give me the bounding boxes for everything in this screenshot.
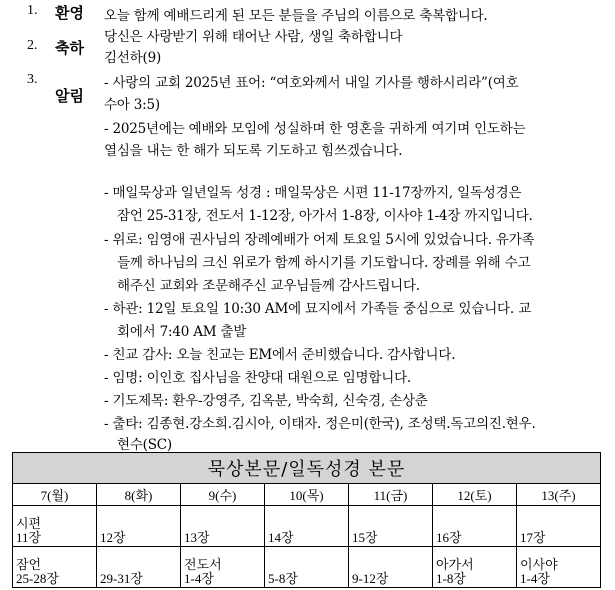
- section-number-3: 3.: [27, 72, 38, 87]
- notice-motto: - 사랑의 교회 2025년 표어: “여호와께서 내일 기사를 행하시리라”(여호: [104, 75, 519, 91]
- notice-prayer: - 기도제목: 환우-강영주, 김옥분, 박숙희, 신숙경, 손상춘: [104, 393, 428, 409]
- meditation-row: [13, 506, 601, 547]
- reading-cell: 전도서 1-4장: [181, 547, 265, 588]
- birthday-name: 김선하(9): [104, 50, 162, 66]
- notice-travel-cont: 현수(SC): [117, 437, 172, 453]
- reading-cell: 잠언 25-28장: [13, 547, 97, 588]
- day-header: 11(금): [349, 484, 433, 506]
- notice-condolence-cont1: 들께 하나님의 크신 위로가 함께 하시기를 기도합니다. 장례를 위해 수고: [117, 255, 531, 271]
- notice-motto-cont: 수아 3:5): [104, 97, 160, 113]
- day-header-row: [13, 484, 601, 506]
- day-header: 10(목): [265, 484, 349, 506]
- day-header: 8(화): [97, 484, 181, 506]
- schedule-title: 묵상본문/일독성경 본문: [13, 453, 601, 484]
- notice-goal-cont: 열심을 내는 한 해가 되도록 기도하고 힘쓰겠습니다.: [104, 143, 403, 159]
- section-number-2: 2.: [27, 38, 38, 53]
- notice-burial-cont: 회에서 7:40 AM 출발: [117, 324, 247, 340]
- notice-condolence: - 위로: 임영애 권사님의 장례예배가 어제 토요일 5시에 있었습니다. 유가족: [104, 232, 535, 248]
- birthday-text: 당신은 사랑받기 위해 태어난 사람, 생일 축하합니다: [104, 29, 403, 45]
- notice-appointment: - 임명: 이인호 집사님을 찬양대 대원으로 임명합니다.: [104, 370, 412, 386]
- section-number-1: 1.: [27, 3, 38, 18]
- reading-cell: 아가서 1-8장: [433, 547, 517, 588]
- meditation-cell: 17장: [517, 506, 601, 547]
- meditation-cell: 15장: [349, 506, 433, 547]
- notice-reading: - 매일묵상과 일년일독 성경 : 매일묵상은 시편 11-17장까지, 일독성경은: [104, 185, 522, 201]
- section-title-congrats: 축하: [55, 39, 84, 57]
- reading-cell: 이사야 1-4장: [517, 547, 601, 588]
- section-title-welcome: 환영: [55, 4, 84, 22]
- reading-cell: 29-31장: [97, 547, 181, 588]
- day-header: 12(토): [433, 484, 517, 506]
- reading-cell: 5-8장: [265, 547, 349, 588]
- reading-cell: 9-12장: [349, 547, 433, 588]
- meditation-cell: 16장: [433, 506, 517, 547]
- meditation-cell: 시편 11장: [13, 506, 97, 547]
- notice-goal: - 2025년에는 예배와 모임에 성실하며 한 영혼을 귀하게 여기며 인도하는: [104, 121, 526, 137]
- day-header: 9(수): [181, 484, 265, 506]
- notice-reading-cont: 잠언 25-31장, 전도서 1-12장, 아가서 1-8장, 이사야 1-4장 까지입니다.: [117, 208, 533, 224]
- day-header: 13(주): [517, 484, 601, 506]
- notice-travel: - 출타: 김종현.강소희.김시아, 이태자. 정은미(한국), 조성택.독고의진.현우.: [104, 416, 536, 432]
- bible-reading-row: [13, 547, 601, 588]
- notice-burial: - 하관: 12일 토요일 10:30 AM에 묘지에서 가족들 중심으로 있습니다. 교: [104, 301, 531, 317]
- section-title-notices: 알림: [55, 87, 84, 105]
- notice-condolence-cont2: 해주신 교회와 조문해주신 교우님들께 감사드립니다.: [117, 278, 420, 294]
- meditation-cell: 12장: [97, 506, 181, 547]
- reading-schedule-table: [12, 452, 601, 588]
- welcome-text: 오늘 함께 예배드리게 된 모든 분들을 주님의 이름으로 축복합니다.: [104, 8, 488, 24]
- notice-fellowship: - 친교 감사: 오늘 친교는 EM에서 준비했습니다. 감사합니다.: [104, 347, 456, 363]
- meditation-cell: 14장: [265, 506, 349, 547]
- day-header: 7(월): [13, 484, 97, 506]
- meditation-cell: 13장: [181, 506, 265, 547]
